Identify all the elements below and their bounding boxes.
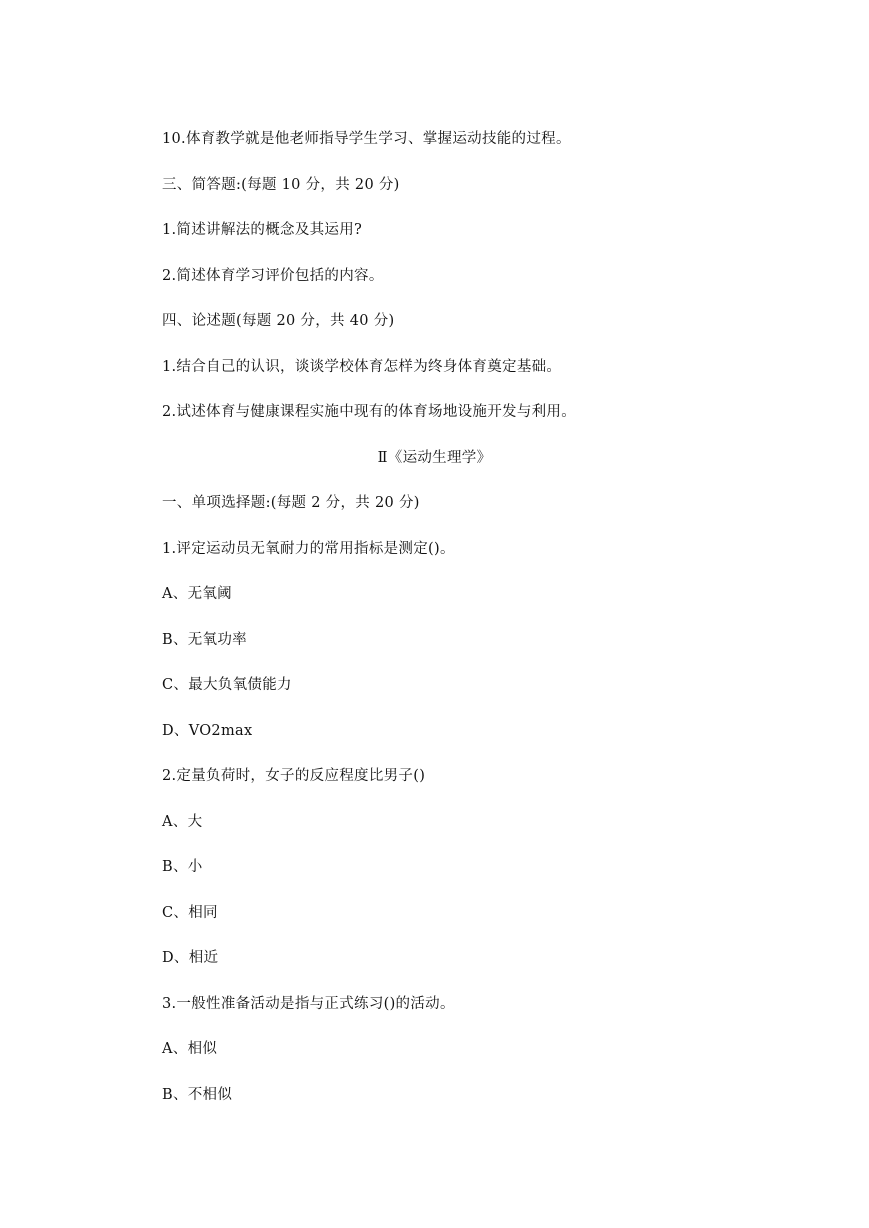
question-3-option-b: B、不相似 (162, 1087, 233, 1103)
part-title-exercise-physiology: Ⅱ《运动生理学》 (377, 450, 492, 466)
short-answer-question-1: 1.简述讲解法的概念及其运用? (162, 222, 363, 238)
choice-question-1: 1.评定运动员无氧耐力的常用指标是测定()。 (162, 541, 455, 557)
question-2-option-a: A、大 (162, 814, 203, 830)
choice-question-3: 3.一般性准备活动是指与正式练习()的活动。 (162, 996, 455, 1012)
question-1-option-d: D、VO2max (162, 723, 253, 739)
question-1-option-c: C、最大负氧债能力 (162, 677, 292, 693)
question-1-option-b: B、无氧功率 (162, 632, 247, 648)
question-2-option-c: C、相同 (162, 905, 218, 921)
question-10-statement: 10.体育教学就是他老师指导学生学习、掌握运动技能的过程。 (162, 131, 571, 147)
question-1-option-a: A、无氧阈 (162, 586, 232, 602)
question-3-option-a: A、相似 (162, 1041, 218, 1057)
section-heading-short-answer: 三、简答题:(每题 10 分，共 20 分) (162, 177, 400, 193)
short-answer-question-2: 2.简述体育学习评价包括的内容。 (162, 268, 384, 284)
section-heading-single-choice: 一、单项选择题:(每题 2 分，共 20 分) (162, 495, 420, 511)
question-2-option-d: D、相近 (162, 950, 219, 966)
essay-question-2: 2.试述体育与健康课程实施中现有的体育场地设施开发与利用。 (162, 404, 577, 420)
question-2-option-b: B、小 (162, 859, 203, 875)
choice-question-2: 2.定量负荷时，女子的反应程度比男子() (162, 768, 426, 784)
section-heading-essay: 四、论述题(每题 20 分，共 40 分) (162, 313, 395, 329)
essay-question-1: 1.结合自己的认识，谈谈学校体育怎样为终身体育奠定基础。 (162, 359, 562, 375)
